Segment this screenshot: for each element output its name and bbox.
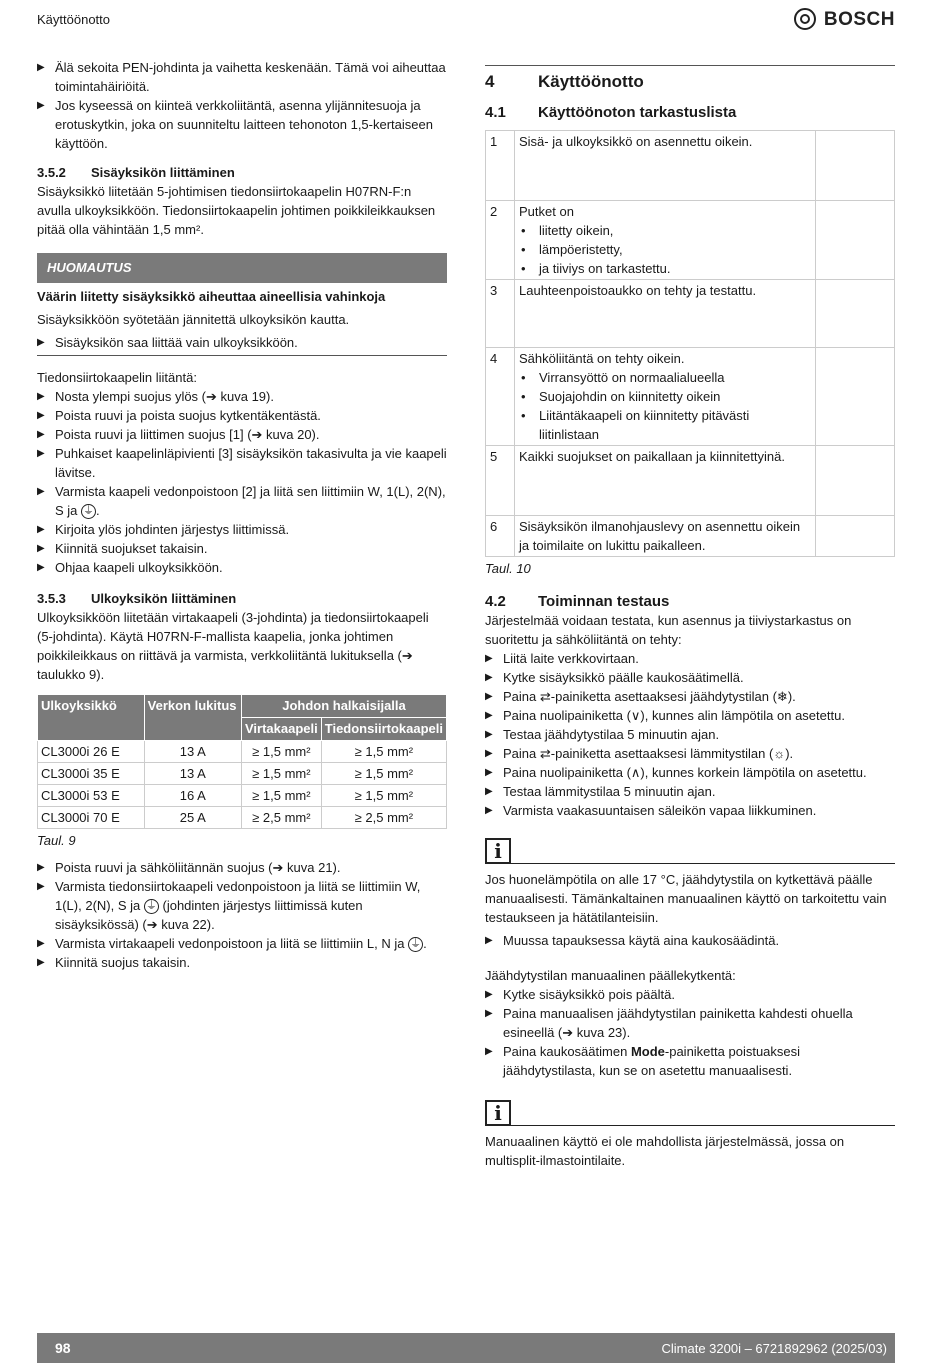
step-item: ▶ Paina ⇄-painiketta asettaaksesi lämmitystilan (☼). [485,744,895,763]
checklist-row: 6 Sisäyksikön ilmanohjauslevy on asennettu oikein ja toimilaite on lukittu paikalleen. [486,516,895,557]
document-id: Climate 3200i – 6721892962 (2025/03) [661,1341,887,1356]
info-icon: i [485,1100,511,1126]
mode-key-label: Mode [630,1044,665,1059]
section-heading-4-2: 4.2 Toiminnan testaus [485,593,670,610]
step-item: ▶ Paina manuaalisen jäähdytystilan painiketta kahdesti ohuella esineellä (➔ kuva 23). [485,1004,895,1042]
step-item: ▶ Poista ruuvi ja poista suojus kytkentäkentästä. [37,406,447,425]
table-caption: Taul. 9 [37,833,76,848]
step-item: ▶ Varmista kaapeli vedonpoistoon [2] ja liitä sen liittimiin W, 1(L), 2(N), S ja ⏚ . [37,482,447,520]
step-item: ▶ Kytke sisäyksikkö pois päältä. [485,985,895,1004]
checklist-row: 2 Putket on • liitetty oikein, • lämpöeristetty, • ja tiiviys on tarkastettu. [486,201,895,280]
step-item: ▶ Varmista vaakasuuntaisen säleikön vapaa liikkuminen. [485,801,895,820]
checklist-row: 1 Sisä- ja ulkoyksikkö on asennettu oikein. [486,131,895,201]
bosch-logo-icon [794,8,816,30]
section-heading-4-1: 4.1 Käyttöönoton tarkastuslista [485,104,737,121]
step-item: ▶ Testaa jäähdytystilaa 5 minuutin ajan. [485,725,895,744]
left-column [37,58,447,972]
table-caption: Taul. 10 [485,561,531,576]
info-icon: i [485,838,511,864]
step-item: ▶ Poista ruuvi ja liittimen suojus [1] (➔ kuva 20). [37,425,447,444]
table-9 [37,694,447,829]
section-text: Ulkoyksikköön liitetään virtakaapeli (3-johdinta) ja tiedonsiirtokaapeli (5-johdinta). Käytä H07RN-F-mallista kaapelia, jonka johtimen poikkileikkaus on riittävä ja varmista, verkkoliitäntä lukituksella (➔ taulukko 9). [37,610,429,682]
intro-bullet: ▶ Jos kyseessä on kiinteä verkkoliitäntä, asenna ylijännitesuoja ja erotuskytkin, joka on suunniteltu laitteen tehonoton 1,5-kertaiseen käyttöön. [37,96,447,153]
table-row: CL3000i 35 E 13 A ≥ 1,5 mm² ≥ 1,5 mm² [38,763,447,785]
step-item: ▶ Testaa lämmitystilaa 5 minuutin ajan. [485,782,895,801]
info-text: Jos huonelämpötila on alle 17 °C, jäähdytystila on kytkettävä päälle manuaalisesti. Tämänkaltainen manuaalinen käyttö on tarkoitettu vain testaukseen ja hätätilanteisiin. [485,872,887,925]
page-footer [37,1333,895,1363]
intro-bullet: ▶ Älä sekoita PEN-johdinta ja vaihetta keskenään. Tämä voi aiheuttaa toimintahäiriöitä. [37,58,447,96]
table-header: Verkon lukitus [144,695,241,741]
ground-icon [144,899,159,914]
right-column [485,65,895,1170]
step-item: ▶ Varmista virtakaapeli vedonpoistoon ja liitä se liittimiin L, N ja ⏚ . [37,934,447,953]
steps-intro: Tiedonsiirtokaapelin liitäntä: [37,370,197,385]
divider [511,863,895,864]
table-header: Tiedonsiirtokaapeli [321,718,446,741]
header-title: Käyttöönotto [37,12,110,27]
table-header: Johdon halkaisijalla [241,695,446,718]
checklist-row: 4 Sähköliitäntä on tehty oikein. • Virransyöttö on normaalialueella • Suojajohdin on kiinnitetty oikein • Liitäntäkaapeli on kiinnitetty pitävästi liitinlistaan [486,348,895,446]
table-row: CL3000i 53 E 16 A ≥ 1,5 mm² ≥ 1,5 mm² [38,785,447,807]
table-row: CL3000i 26 E 13 A ≥ 1,5 mm² ≥ 1,5 mm² [38,741,447,763]
table-row: CL3000i 70 E 25 A ≥ 2,5 mm² ≥ 2,5 mm² [38,807,447,829]
ground-icon [408,937,423,952]
step-item: ▶ Varmista tiedonsiirtokaapeli vedonpoistoon ja liitä se liittimiin W, 1(L), 2(N), S ja ⏚ (johdinten järjestys liittimissä kuten sisäyksikössä) (➔ kuva 22). [37,877,447,934]
checklist-row: 5 Kaikki suojukset on paikallaan ja kiinnitettyinä. [486,446,895,516]
notice-label: HUOMAUTUS [37,253,447,283]
info-bullet: ▶ Muussa tapauksessa käytä aina kaukosäädintä. [485,931,895,950]
info-text: Manuaalinen käyttö ei ole mahdollista järjestelmässä, jossa on multisplit-ilmastointilaite. [485,1134,845,1168]
checklist-table [485,130,895,557]
ground-icon [81,504,96,519]
section-text: Järjestelmää voidaan testata, kun asennus ja tiiviystarkastus on suoritettu ja sähköliitäntä on tehty: [485,613,852,647]
table-header: Virtakaapeli [241,718,321,741]
step-item: ▶ Paina nuolipainiketta (∨), kunnes alin lämpötila on asetettu. [485,706,895,725]
step-item: ▶ Paina ⇄-painiketta asettaaksesi jäähdytystilan (❄). [485,687,895,706]
info-notice [485,838,895,864]
step-item: ▶ Poista ruuvi ja sähköliitännän suojus (➔ kuva 21). [37,858,447,877]
table-header: Ulkoyksikkö [38,695,145,741]
brand-logo [794,8,895,30]
notice-title: Väärin liitetty sisäyksikkö aiheuttaa aineellisia vahinkoja [37,289,386,304]
step-item: ▶ Paina kaukosäätimen Mode-painiketta poistuaksesi jäähdytystilasta, kun se on asetettu manuaalisesti. [485,1042,895,1080]
notice-text: Sisäyksikköön syötetään jännitettä ulkoyksikön kautta. [37,312,350,327]
step-item: ▶ Kiinnitä suojus takaisin. [37,953,447,972]
notice-bullet: ▶ Sisäyksikön saa liittää vain ulkoyksikköön. [37,333,447,356]
step-item: ▶ Nosta ylempi suojus ylös (➔ kuva 19). [37,387,447,406]
brand-name: BOSCH [823,8,895,30]
info-notice [485,1100,895,1126]
page-number: 98 [55,1340,71,1356]
section-heading-3-5-3: 3.5.3 Ulkoyksikön liittäminen [37,591,237,606]
section-heading-3-5-2: 3.5.2 Sisäyksikön liittäminen [37,165,235,180]
step-item: ▶ Kytke sisäyksikkö päälle kaukosäätimellä. [485,668,895,687]
checklist-row: 3 Lauhteenpoistoaukko on tehty ja testattu. [486,280,895,348]
divider [511,1125,895,1126]
section-text: Sisäyksikkö liitetään 5-johtimisen tiedonsiirtokaapelin H07RN-F:n avulla ulkoyksikköön. Tiedonsiirtokaapelin johtimen poikkileikkauksen pitää olla vähintään 1,5 mm². [37,184,436,237]
chapter-heading: 4 Käyttöönotto [485,65,895,91]
step-item: ▶ Paina nuolipainiketta (∧), kunnes korkein lämpötila on asetettu. [485,763,895,782]
step-item: ▶ Kiinnitä suojukset takaisin. [37,539,447,558]
step-item: ▶ Puhkaiset kaapelinläpivienti [3] sisäyksikön takasivulta ja vie kaapeli lävitse. [37,444,447,482]
manual-intro: Jäähdytystilan manuaalinen päällekytkentä: [485,968,736,983]
step-item: ▶ Kirjoita ylös johdinten järjestys liittimissä. [37,520,447,539]
step-item: ▶ Liitä laite verkkovirtaan. [485,649,895,668]
step-item: ▶ Ohjaa kaapeli ulkoyksikköön. [37,558,447,577]
